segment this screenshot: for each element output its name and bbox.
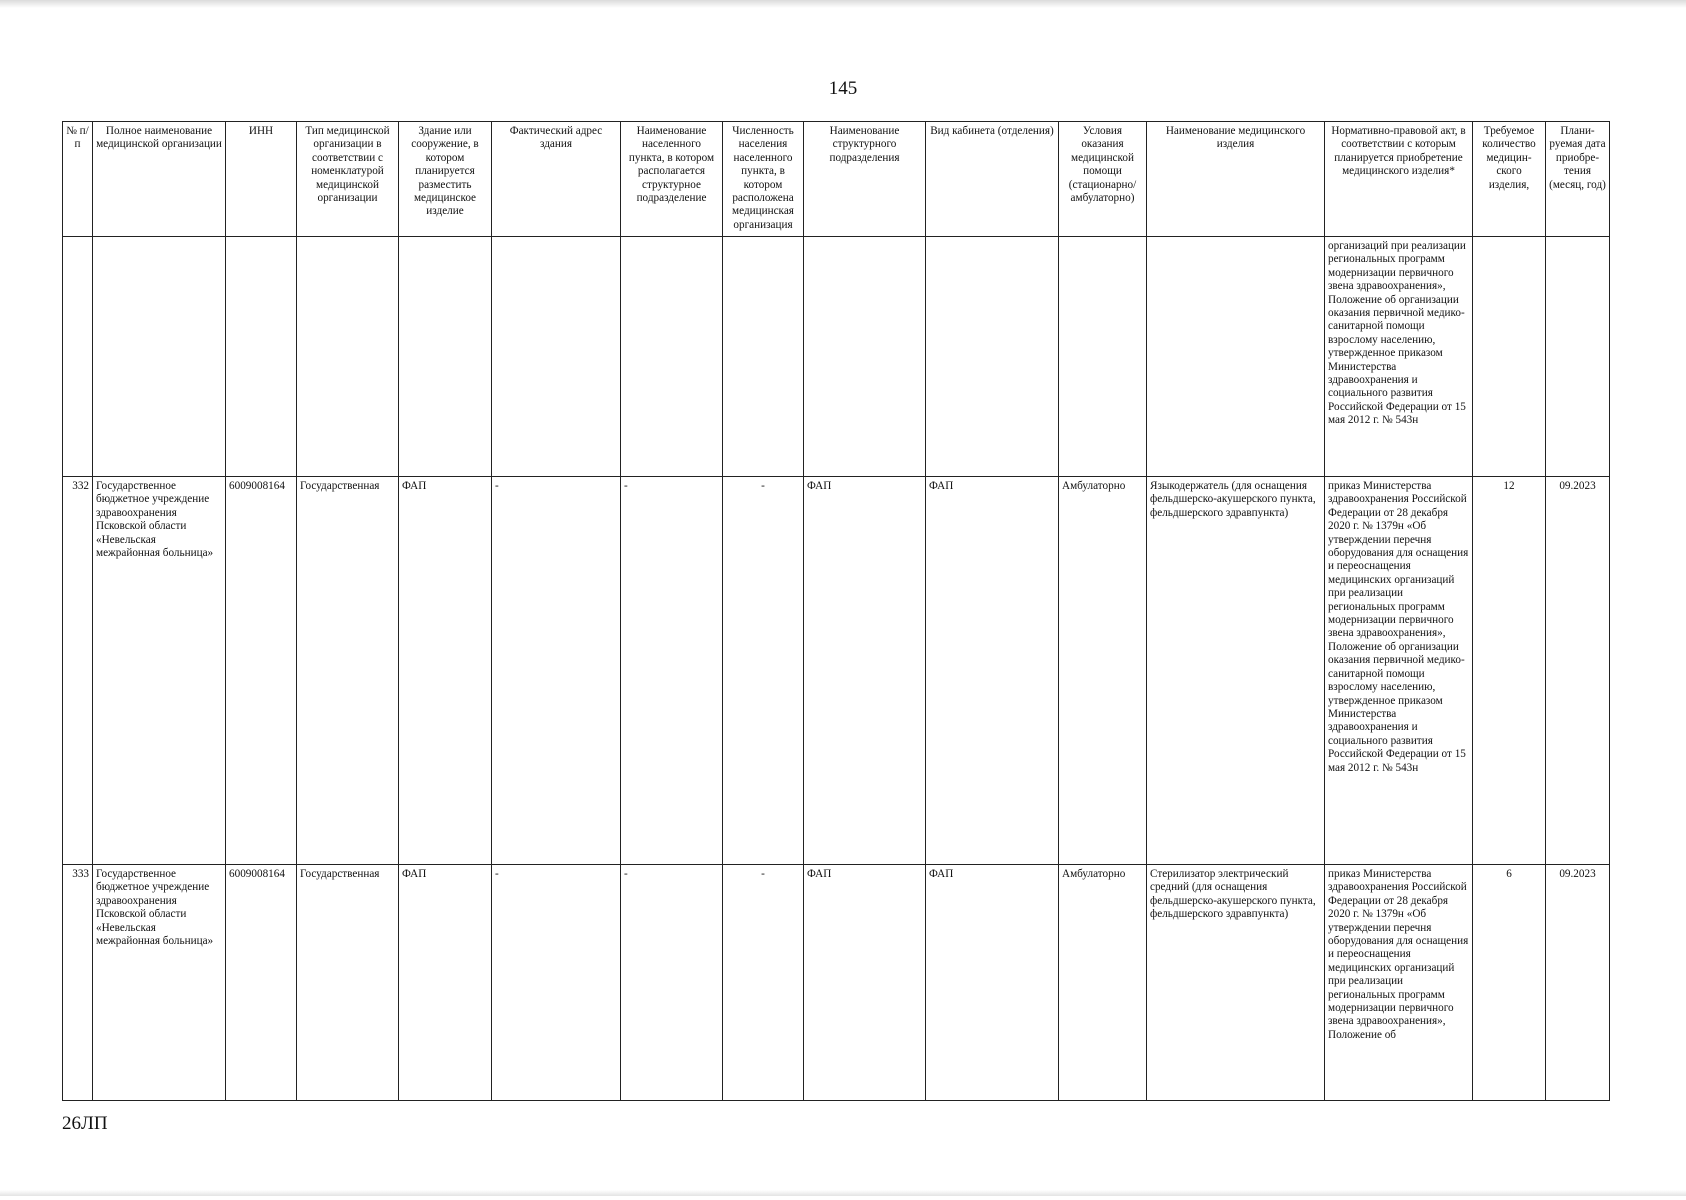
cell-empty — [1546, 237, 1610, 477]
cell-settlement: - — [621, 477, 723, 865]
cell-qty: 12 — [1473, 477, 1546, 865]
cell-empty — [492, 237, 621, 477]
cell-building: ФАП — [399, 477, 492, 865]
cell-empty — [723, 237, 804, 477]
cell-inn: 6009008164 — [226, 477, 297, 865]
cell-date: 09.2023 — [1546, 865, 1610, 1101]
col-header-qty: Требуемое количество медицин-ского изделия, — [1473, 122, 1546, 237]
header-row — [63, 122, 1610, 237]
col-header-act: Нормативно-правовой акт, в соответствии с которым планируется приобретение медицинского изделия* — [1325, 122, 1473, 237]
col-header-address: Фактический адрес здания — [492, 122, 621, 237]
col-header-device: Наименование медицинского изделия — [1147, 122, 1325, 237]
cell-settlement: - — [621, 865, 723, 1101]
cell-empty — [93, 237, 226, 477]
col-header-inn: ИНН — [226, 122, 297, 237]
cell-qty: 6 — [1473, 865, 1546, 1101]
cell-empty — [399, 237, 492, 477]
cell-empty — [621, 237, 723, 477]
col-header-org: Полное наименование медицинской организации — [93, 122, 226, 237]
col-header-subdivision: Наименование структурного подразделения — [804, 122, 926, 237]
cell-empty — [926, 237, 1059, 477]
cell-empty — [804, 237, 926, 477]
cell-empty — [297, 237, 399, 477]
col-header-population: Численность населения населенного пункта, в котором расположена медицинская организация — [723, 122, 804, 237]
col-header-type: Тип медицинской организации в соответствии с номенклатурой медицинской организации — [297, 122, 399, 237]
cell-empty — [1147, 237, 1325, 477]
cell-device: Стерилизатор электрический средний (для оснащения фельдшерско-акушерского пункта, фельдшерского здравпункта) — [1147, 865, 1325, 1101]
col-header-building: Здание или сооружение, в котором планируется разместить медицинское изделие — [399, 122, 492, 237]
cell-address: - — [492, 477, 621, 865]
cell-empty — [1473, 237, 1546, 477]
cell-act: приказ Министерства здравоохранения Российской Федерации от 28 декабря 2020 г. № 1379н «Об утверждении перечня оборудования для оснащения и переоснащения медицинских организаций при реализации региональных программ модернизации первичного звена здравоохранения», Положение об — [1325, 865, 1473, 1101]
page-number: 145 — [828, 78, 858, 99]
col-header-cabinet: Вид кабинета (отделения) — [926, 122, 1059, 237]
cell-type: Государственная — [297, 477, 399, 865]
cell-conditions: Амбулаторно — [1059, 477, 1147, 865]
cell-empty — [63, 237, 93, 477]
cell-subdivision: ФАП — [804, 865, 926, 1101]
cell-subdivision: ФАП — [804, 477, 926, 865]
cell-device: Языкодержатель (для оснащения фельдшерско-акушерского пункта, фельдшерского здравпункта) — [1147, 477, 1325, 865]
scan-edge-top — [0, 0, 1686, 8]
document-code: 26ЛП — [62, 1113, 108, 1134]
cell-address: - — [492, 865, 621, 1101]
scan-edge-bottom — [0, 1190, 1686, 1196]
cell-num: 333 — [63, 865, 93, 1101]
col-header-settlement: Наименование населенного пункта, в котором располагается структурное подразделение — [621, 122, 723, 237]
cell-org: Государственное бюджетное учреждение здравоохранения Псковской области «Невельская межрайонная больница» — [93, 477, 226, 865]
cell-cabinet: ФАП — [926, 865, 1059, 1101]
cell-act-continuation: организаций при реализации региональных программ модернизации первичного звена здравоохранения», Положение об организации оказания первичной медико-санитарной помощи взрослому населению, утвержденное приказом Министерства здравоохранения и социального развития Российской Федерации от 15 мая 2012 г. № 543н — [1325, 237, 1473, 477]
cell-num: 332 — [63, 477, 93, 865]
table-row-continuation — [63, 237, 1610, 477]
cell-act: приказ Министерства здравоохранения Российской Федерации от 28 декабря 2020 г. № 1379н «Об утверждении перечня оборудования для оснащения и переоснащения медицинских организаций при реализации региональных программ модернизации первичного звена здравоохранения», Положение об организации оказания первичной медико-санитарной помощи взрослому населению, утвержденное приказом Министерства здравоохранения и социального развития Российской Федерации от 15 мая 2012 г. № 543н — [1325, 477, 1473, 865]
col-header-conditions: Условия оказания медицинской помощи (стационарно/ амбулаторно) — [1059, 122, 1147, 237]
cell-empty — [1059, 237, 1147, 477]
col-header-date: Плани-руемая дата приобре-тения (месяц, год) — [1546, 122, 1610, 237]
cell-conditions: Амбулаторно — [1059, 865, 1147, 1101]
registry-table — [62, 121, 1610, 1101]
table-row — [63, 865, 1610, 1101]
cell-empty — [226, 237, 297, 477]
table-row — [63, 477, 1610, 865]
cell-population: - — [723, 865, 804, 1101]
cell-inn: 6009008164 — [226, 865, 297, 1101]
cell-date: 09.2023 — [1546, 477, 1610, 865]
cell-cabinet: ФАП — [926, 477, 1059, 865]
cell-building: ФАП — [399, 865, 492, 1101]
cell-type: Государственная — [297, 865, 399, 1101]
col-header-num: № п/п — [63, 122, 93, 237]
cell-org: Государственное бюджетное учреждение здравоохранения Псковской области «Невельская межрайонная больница» — [93, 865, 226, 1101]
cell-population: - — [723, 477, 804, 865]
